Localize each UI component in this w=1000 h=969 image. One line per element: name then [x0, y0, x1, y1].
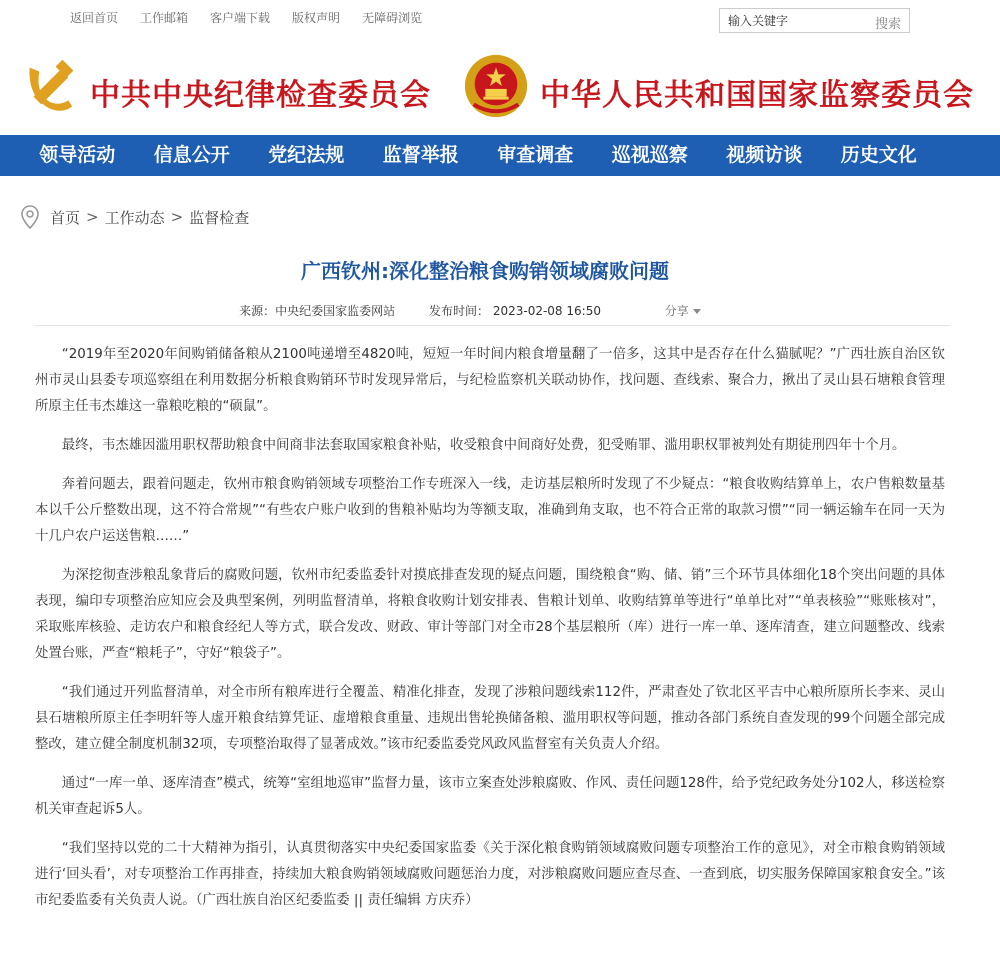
breadcrumb-sep: > [86, 208, 99, 226]
search-input[interactable] [720, 10, 860, 32]
article-title: 广西钦州:深化整治粮食购销领域腐败问题 [301, 259, 669, 283]
article-paragraph: 奔着问题去，跟着问题走，钦州市粮食购销领域专项整治工作专班深入一线，走访基层粮所时发现了不少疑点：“粮食收购结算单上，农户售粮数量基本以千公斤整数出现，这不符合常规”“有些农户账户收到的售粮补贴均为等额支取，准确到角支取，也不符合正常的取款习惯”“同一辆运输车在同一天为十几户农户运送售粮……” [35, 477, 945, 544]
utility-links [70, 9, 444, 26]
breadcrumb-home[interactable]: 首页 [50, 208, 81, 227]
breadcrumb-supervision[interactable]: 监督检查 [189, 208, 250, 227]
share-button[interactable] [665, 304, 701, 318]
article-published-time: 发布时间： 2023-02-08 16:50 [429, 304, 601, 318]
breadcrumb-work-news[interactable]: 工作动态 [104, 208, 165, 227]
article-paragraph: “我们坚持以党的二十大精神为指引，认真贯彻落实中央纪委国家监委《关于深化粮食购销领域腐败问题专项整治工作的意见》，对全市粮食购销领域进行‘回头看’，对专项整治工作再排查，持续加大粮食购销领域腐败问题惩治力度，对涉粮腐败问题应查尽查、一查到底，切实服务保障国家粮食安全。”该市纪委监委有关负责人说。（广西壮族自治区纪委监委 || 责任编辑 方庆乔） [35, 841, 945, 908]
share-label: 分享 [664, 304, 689, 318]
search-button[interactable]: 搜索 [874, 17, 901, 32]
article-paragraph: “我们通过开列监督清单，对全市所有粮库进行全覆盖、精准化排查，发现了涉粮问题线索112件，严肃查处了钦北区平吉中心粮所原所长李来、灵山县石塘粮所原主任李明轩等人虚开粮食结算凭证、虚增粮食重量、违规出售轮换储备粮、滥用职权等问题，推动各部门系统自查发现的99个问题全部完成整改，建立健全制度机制32项，专项整治取得了显著成效。”该市纪委监委党风政风监督室有关负责人介绍。 [35, 685, 945, 752]
article-paragraph: 通过“一库一单、逐库清查”模式，统筹“室组地巡审”监督力量，该市立案查处涉粮腐败、作风、责任问题128件，给予党纪政务处分102人，移送检察机关审查起诉5人。 [35, 776, 945, 817]
nsc-title: 中华人民共和国国家监察委员会 [540, 78, 974, 113]
nav-info-disclosure[interactable]: 信息公开 [153, 144, 230, 166]
breadcrumb [20, 204, 249, 230]
chevron-down-icon [693, 309, 701, 314]
breadcrumb-sep: > [170, 208, 184, 226]
national-emblem-icon[interactable] [462, 52, 530, 120]
nav-inspection[interactable]: 巡视巡察 [611, 144, 688, 166]
divider [35, 325, 950, 326]
article-paragraph: 为深挖彻查涉粮乱象背后的腐败问题，钦州市纪委监委针对摸底排查发现的疑点问题，围绕粮食“购、储、销”三个环节具体细化18个突出问题的具体表现，编印专项整治应知应会及典型案例，列明监督清单，将粮食收购计划安排表、售粮计划单、收购结算单等进行“单单比对”“单表核验”“账账核对”，采取账库核验、走访农户和粮食经纪人等方式，联合发改、财政、审计等部门对全市28个基层粮所（库）进行一库一单、逐库清查，建立问题整改、线索处置台账，严查“粮耗子”，守好“粮袋子”。 [35, 568, 945, 661]
main-nav [0, 135, 1000, 176]
article-meta [0, 302, 940, 319]
nav-leadership[interactable]: 领导活动 [39, 144, 116, 166]
article-paragraph: 最终，韦杰雄因滥用职权帮助粮食中间商非法套取国家粮食补贴，收受粮食中间商好处费，犯受贿罪、滥用职权罪被判处有期徒刑四年十个月。 [61, 438, 906, 453]
article-source: 来源：中央纪委国家监委网站 [239, 304, 396, 318]
nav-report[interactable]: 监督举报 [382, 144, 459, 166]
link-work-email[interactable]: 工作邮箱 [140, 11, 189, 25]
nav-history[interactable]: 历史文化 [840, 144, 917, 166]
link-home[interactable]: 返回首页 [70, 11, 119, 25]
link-client-download[interactable]: 客户端下载 [210, 11, 271, 25]
nav-video[interactable]: 视频访谈 [726, 144, 803, 166]
link-copyright[interactable]: 版权声明 [292, 11, 341, 25]
search-box [719, 8, 910, 33]
cccdi-title: 中共中央纪律检查委员会 [90, 78, 431, 113]
site-header [0, 40, 1000, 135]
location-pin-icon [20, 205, 40, 229]
nav-regulations[interactable]: 党纪法规 [268, 144, 345, 166]
link-accessibility[interactable]: 无障碍浏览 [362, 11, 423, 25]
top-utility-bar [0, 0, 1000, 38]
party-emblem-icon[interactable] [20, 58, 78, 116]
nav-investigation[interactable]: 审查调查 [497, 144, 574, 166]
article-body [35, 342, 945, 927]
article-paragraph: “2019年至2020年间购销储备粮从2100吨递增至4820吨，短短一年时间内粮食增量翻了一倍多，这其中是否存在什么猫腻呢？”广西壮族自治区钦州市灵山县委专项巡察组在利用数据分析粮食购销环节时发现异常后，与纪检监察机关联动协作，找问题、查线索、聚合力，揪出了灵山县石塘粮食管理所原主任韦杰雄这一靠粮吃粮的“硕鼠”。 [35, 347, 945, 414]
